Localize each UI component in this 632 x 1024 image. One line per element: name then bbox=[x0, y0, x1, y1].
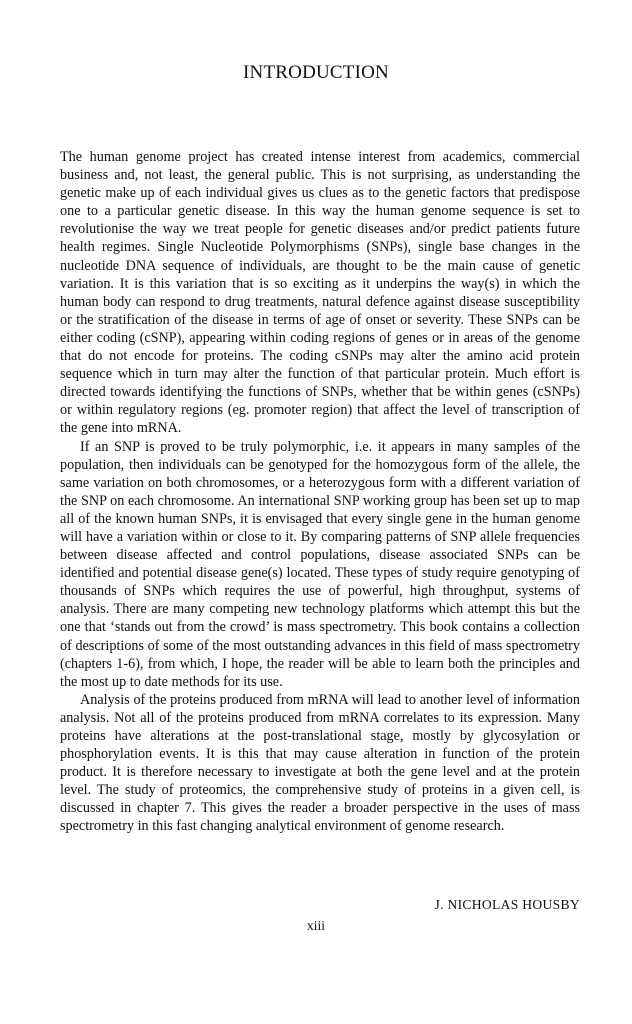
page-number: xiii bbox=[306, 918, 325, 933]
author-signature: J. NICHOLAS HOUSBY bbox=[434, 897, 580, 912]
paragraph-1: The human genome project has created intense interest from academics, commercial business and, not least, the general public. This is not surprising, as understanding the genetic make up of each individual gives us clues as to the genetic factors that predispose one to a particular genetic disease. In this way the human genome sequence is set to revolutionise the way we treat people for genetic diseases and/or predict patients future health regimes. Single Nucleotide Polymorphisms (SNPs), single base changes in the nucleotide DNA sequence of individuals, are thought to be the main cause of genetic variation. It is this variation that is so exciting as it underpins the way(s) in which the human body can respond to drug treatments, natural defence against disease susceptibility or the stratification of the disease in terms of age of onset or severity. These SNPs can be either coding (cSNP), appearing within coding regions of genes or in areas of the genome that do not encode for proteins. The coding cSNPs may alter the amino acid protein sequence which in turn may alter the function of that particular protein. Much effort is directed towards identifying the functions of SNPs, whether that be within genes (cSNPs) or within regulatory regions (eg. promoter region) that affect the level of transcription of the gene into mRNA. bbox=[60, 149, 580, 437]
paragraph-3: Analysis of the proteins produced from mRNA will lead to another level of information analysis. Not all of the proteins produced from mRNA correlates to its expression. Many proteins have alterations at the post-translational stage, mostly by glycosylation or phosphorylation events. It is this that may cause alteration in function of the protein product. It is therefore necessary to investigate at both the gene level and at the protein level. The study of proteomics, the comprehensive study of proteins in a given cell, is discussed in chapter 7. This gives the reader a broader perspective in the uses of mass spectrometry in this fast changing analytical environment of genome research. bbox=[60, 691, 580, 835]
paragraph-2: If an SNP is proved to be truly polymorphic, i.e. it appears in many samples of the population, then individuals can be genotyped for the homozygous form of the allele, the same variation on both chromosomes, or a heterozygous form with a different variation of the SNP on each chromosome. An international SNP working group has been set up to map all of the known human SNPs, it is envisaged that every single gene in the human genome will have a variation within or close to it. By comparing patterns of SNP allele frequencies between disease affected and control populations, disease associated SNPs can be identified and potential disease gene(s) located. These types of study require genotyping of thousands of SNPs which requires the use of powerful, high throughput, systems of analysis. There are many competing new technology platforms which attempt this but the one that ‘stands out from the crowd’ is mass spectrometry. This book contains a collection of descriptions of some of the most outstanding advances in this field of mass spectrometry (chapters 1-6), from which, I hope, the reader will be able to learn both the principles and the most up to date methods for its use. bbox=[60, 438, 580, 690]
body-text bbox=[60, 148, 580, 836]
page-title: INTRODUCTION bbox=[243, 62, 389, 83]
